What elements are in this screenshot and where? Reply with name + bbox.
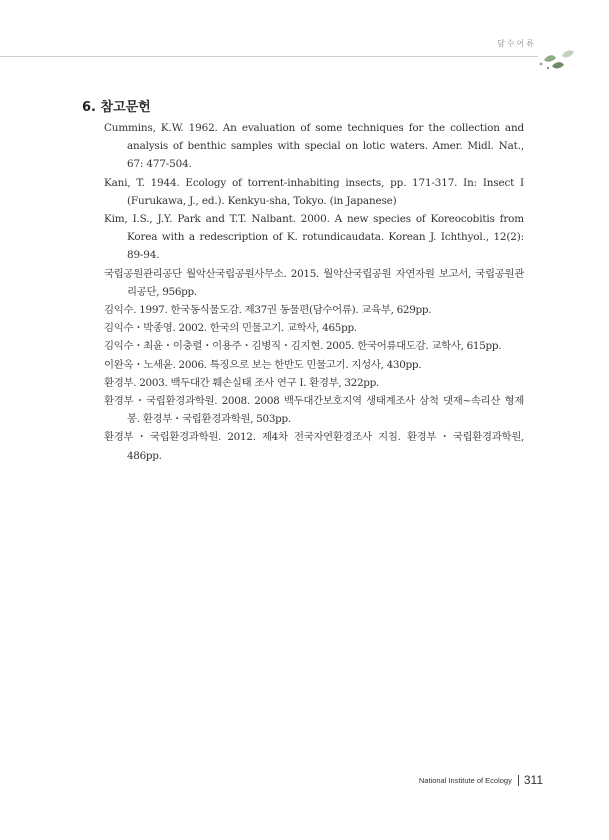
- reference-item: 환경부・국립환경과학원. 2012. 제4차 전국자연환경조사 지침. 환경부・국립환경과학원, 486pp.: [104, 431, 524, 462]
- section-title: 6. 참고문헌: [82, 100, 151, 115]
- header-rule: [0, 56, 538, 57]
- reference-item: 환경부・국립환경과학원. 2008. 2008 백두대간보호지역 생태계조사 삼척 댓재~속리산 형제봉. 환경부・국립환경과학원, 503pp.: [104, 395, 524, 426]
- running-header-label: 담수어류: [497, 39, 536, 48]
- footer-institute: National Institute of Ecology: [418, 775, 512, 785]
- footer-divider: [518, 775, 519, 786]
- reference-item: 김익수・최윤・이충렬・이용주・김병직・김지현. 2005. 한국어류대도감. 교학사, 615pp.: [104, 340, 502, 353]
- leaf-ornament-icon: [538, 46, 578, 76]
- reference-item: Kani, T. 1944. Ecology of torrent-inhabiting insects, pp. 171-317. In: Insect I (Furukawa, J., ed.). Kenkyu-sha, Tokyo. (in Japanese): [104, 176, 524, 207]
- reference-item: 김익수・박종영. 2002. 한국의 민물고기. 교학사, 465pp.: [104, 322, 357, 335]
- reference-item: 이완옥・노세윤. 2006. 특징으로 보는 한반도 민물고기. 지성사, 430pp.: [104, 358, 422, 371]
- reference-item: Cummins, K.W. 1962. An evaluation of some techniques for the collection and analysis of benthic samples with special on lotic waters. Amer. Midl. Nat., 67: 477-504.: [104, 122, 524, 171]
- reference-list: [104, 119, 524, 465]
- page-footer: [419, 773, 543, 787]
- page-number: 311: [523, 773, 543, 787]
- reference-item: 국립공원관리공단 월악산국립공원사무소. 2015. 월악산국립공원 자연자원 보고서, 국립공원관리공단, 956pp.: [104, 267, 524, 298]
- reference-item: 환경부. 2003. 백두대간 훼손실태 조사 연구 I. 환경부, 322pp.: [104, 376, 379, 389]
- reference-item: 김익수. 1997. 한국동식물도감. 제37권 동물편(담수어류). 교육부, 629pp.: [104, 304, 432, 317]
- reference-item: Kim, I.S., J.Y. Park and T.T. Nalbant. 2000. A new species of Koreocobitis from Korea with a redescription of K. rotundicaudata. Korean J. Ichthyol., 12(2): 89-94.: [104, 213, 524, 262]
